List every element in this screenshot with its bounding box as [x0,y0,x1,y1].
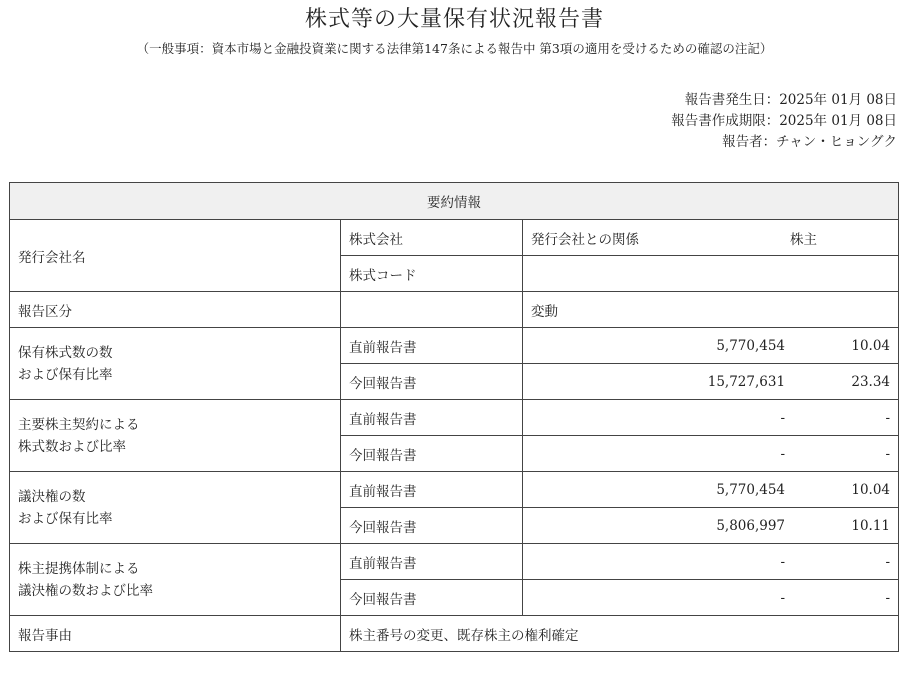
report-type-blank [341,292,523,328]
holding-label: 保有株式数の数 および保有比率 [10,328,341,400]
summary-heading: 要約情報 [10,183,899,220]
relation-value: 株主 [790,231,818,248]
major-contract-label: 主要株主契約による 株式数および比率 [10,400,341,472]
prev-report-label: 直前報告書 [341,544,523,580]
prev-values: - - [523,400,899,436]
company-label: 株式会社 [341,220,523,256]
prev-values: 5,770,454 10.04 [523,472,899,508]
table-header-row [10,183,899,220]
prev-values: - - [523,544,899,580]
reason-value: 株主番号の変更、既存株主の権利確定 [341,616,899,652]
relation-label: 発行会社との関係 [531,231,639,248]
report-type-value: 変動 [523,292,899,328]
report-meta [671,90,897,153]
reporter-name: 報告者：チャン・ヒョングク [722,134,897,150]
curr-values: - - [523,580,899,616]
curr-report-label: 今回報告書 [341,364,523,400]
relation-cell [523,220,899,256]
table-row [10,544,899,580]
report-type-label: 報告区分 [10,292,341,328]
curr-report-label: 今回報告書 [341,436,523,472]
issuer-label: 発行会社名 [10,220,341,292]
table-row [10,220,899,256]
code-value [523,256,899,292]
table-row [10,472,899,508]
page-title: 株式等の大量保有状況報告書 [304,7,604,32]
voting-rights-label: 議決権の数 および保有比率 [10,472,341,544]
deadline-date: 報告書作成期限：2025年 01月 08日 [671,113,897,129]
curr-report-label: 今回報告書 [341,580,523,616]
curr-report-label: 今回報告書 [341,508,523,544]
curr-values: - - [523,436,899,472]
page-subtitle: （一般事項：資本市場と金融投資業に関する法律第147条による報告中 第3項の適用を受けるための確認の注記） [136,41,773,56]
prev-values: 5,770,454 10.04 [523,328,899,364]
prev-report-label: 直前報告書 [341,328,523,364]
reason-label: 報告事由 [10,616,341,652]
summary-table [9,182,899,652]
prev-report-label: 直前報告書 [341,472,523,508]
table-row [10,400,899,436]
curr-values: 5,806,997 10.11 [523,508,899,544]
table-row [10,292,899,328]
alliance-label: 株主提携体制による 議決権の数および比率 [10,544,341,616]
prev-report-label: 直前報告書 [341,400,523,436]
issue-date: 報告書発生日：2025年 01月 08日 [684,92,897,108]
table-row [10,328,899,364]
curr-values: 15,727,631 23.34 [523,364,899,400]
code-label: 株式コード [341,256,523,292]
table-row [10,616,899,652]
